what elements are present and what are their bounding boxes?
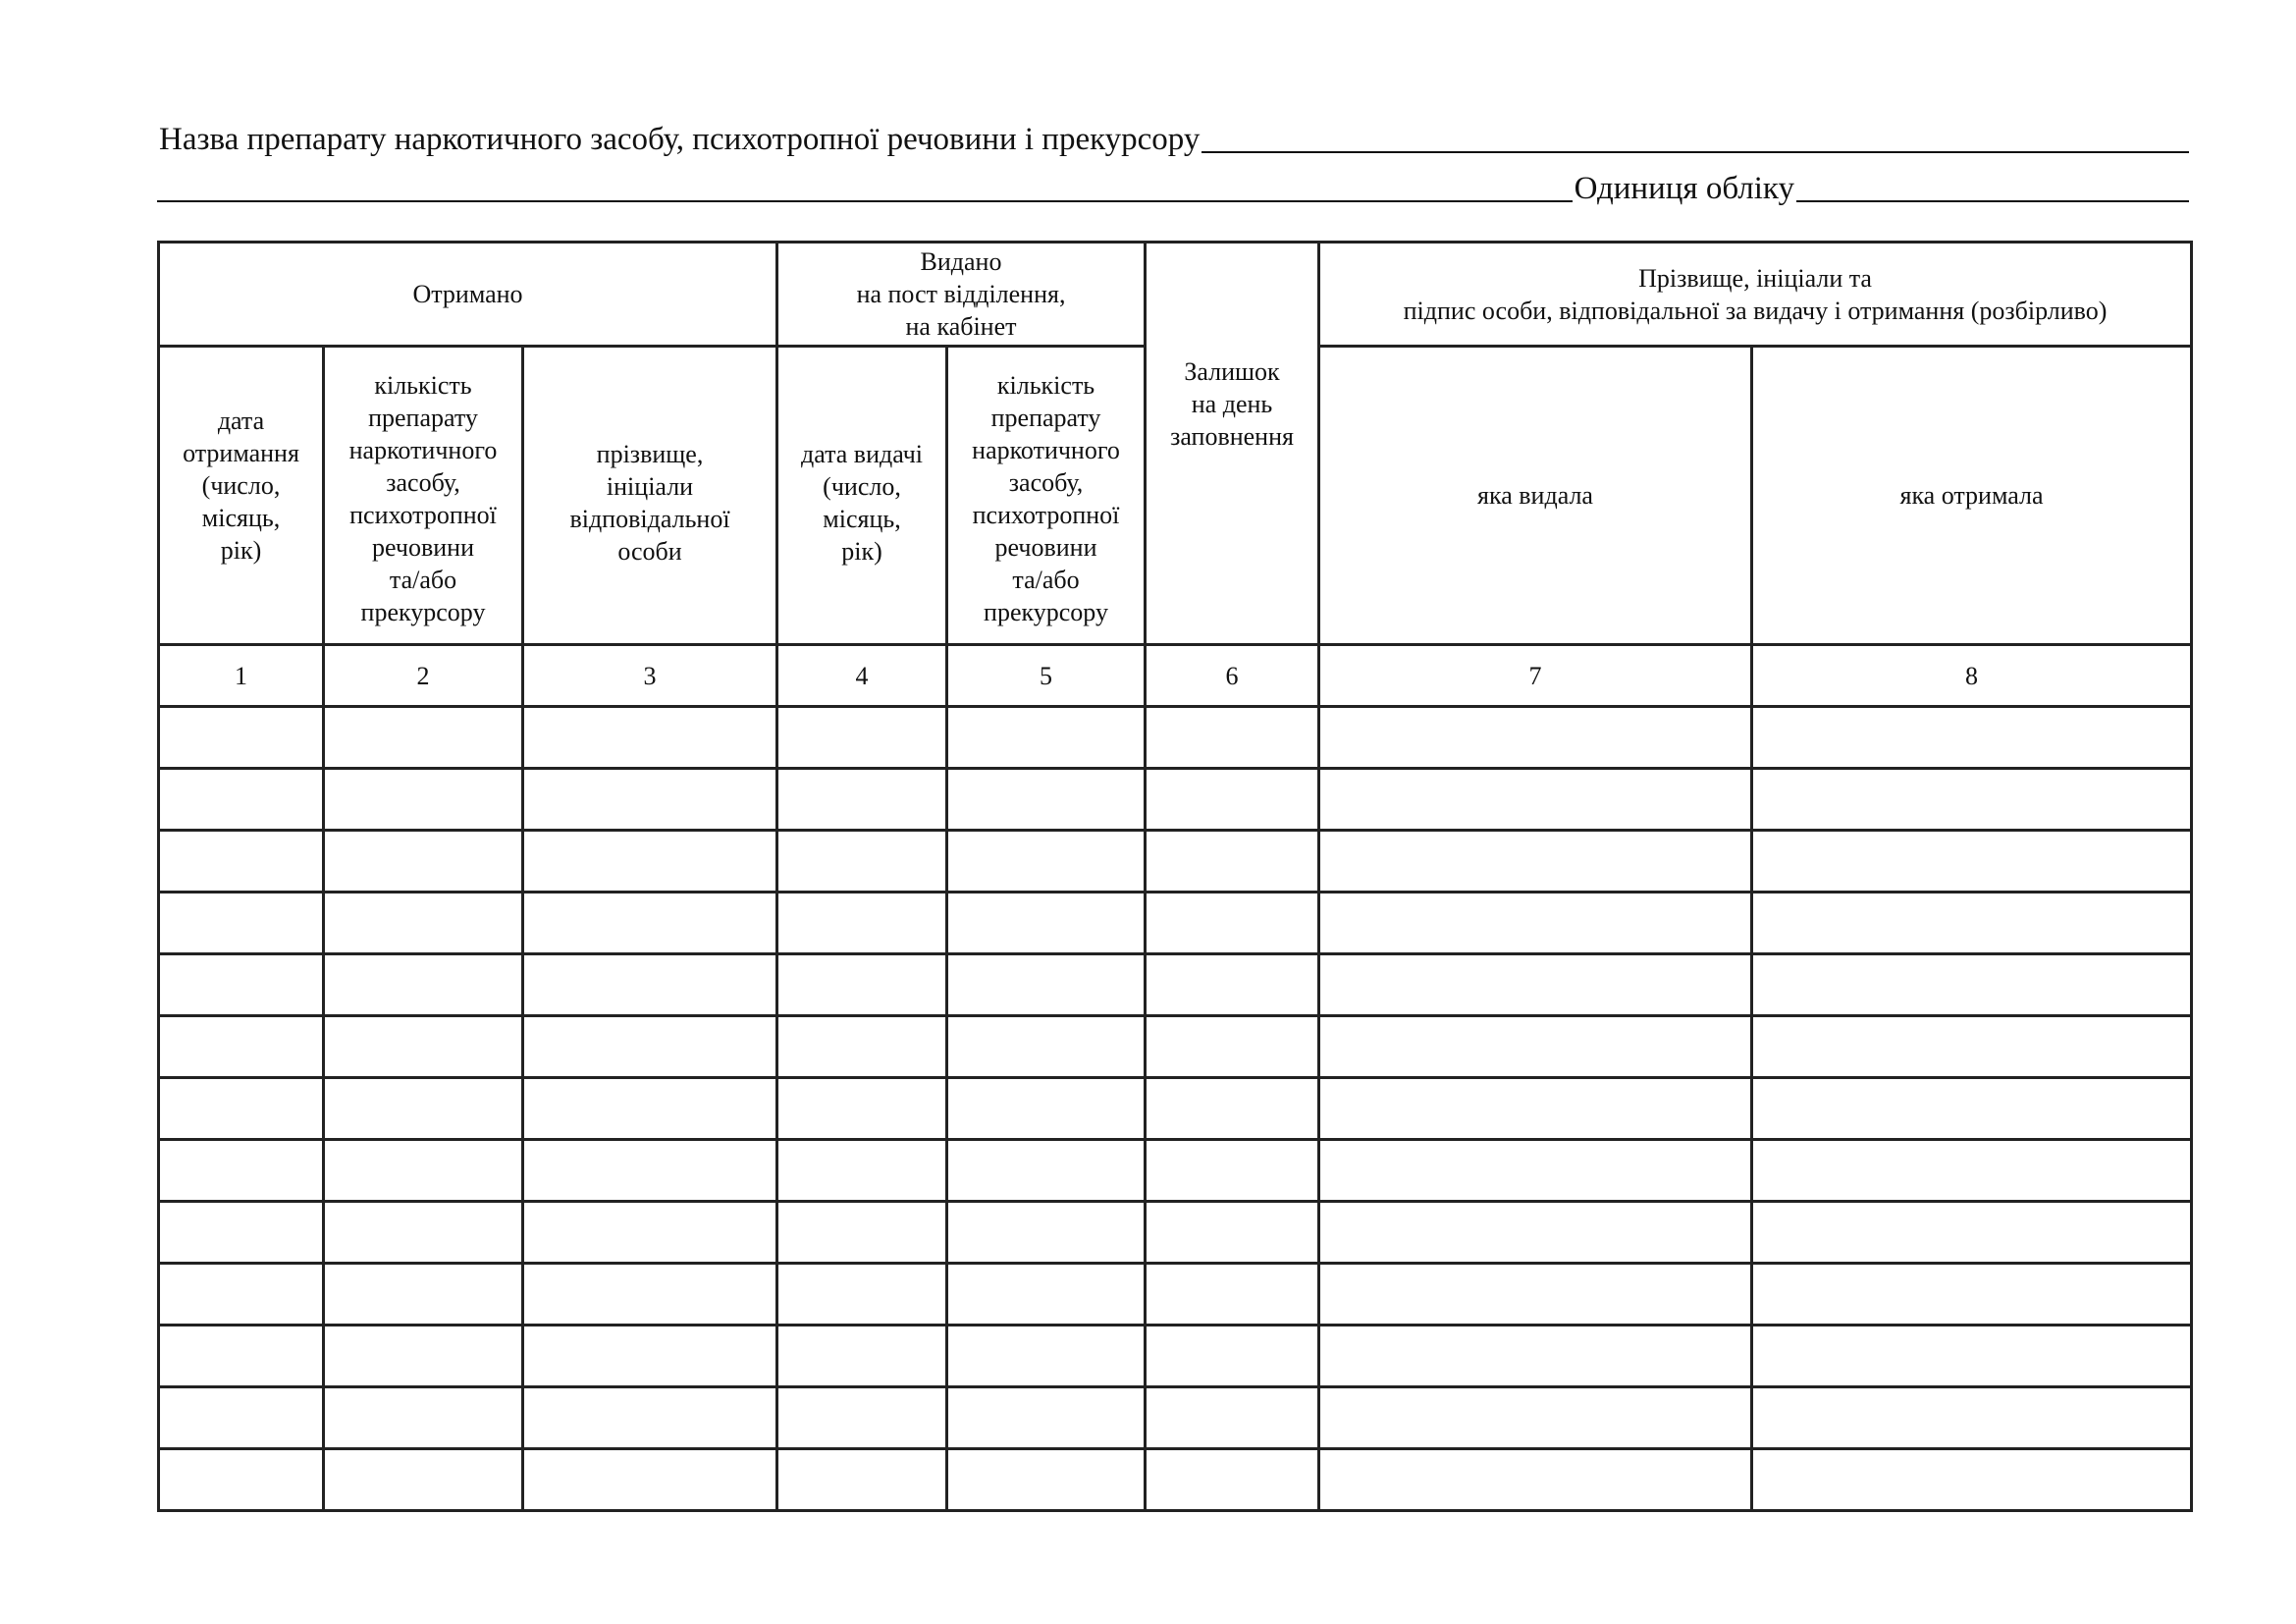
table-cell[interactable]	[324, 954, 523, 1016]
table-cell[interactable]	[1319, 1387, 1752, 1449]
table-cell[interactable]	[324, 893, 523, 954]
table-cell[interactable]	[947, 893, 1146, 954]
table-cell[interactable]	[947, 769, 1146, 831]
table-row	[159, 1387, 2192, 1449]
table-cell[interactable]	[523, 1387, 777, 1449]
table-cell[interactable]	[324, 1202, 523, 1264]
table-row	[159, 1264, 2192, 1326]
table-cell[interactable]	[1146, 831, 1319, 893]
table-cell[interactable]	[777, 1264, 947, 1326]
table-cell[interactable]	[324, 1140, 523, 1202]
column-number: 4	[777, 645, 947, 707]
table-cell[interactable]	[1752, 893, 2192, 954]
table-cell[interactable]	[1146, 1140, 1319, 1202]
table-cell[interactable]	[159, 707, 324, 769]
table-cell[interactable]	[777, 1016, 947, 1078]
table-cell[interactable]	[523, 1264, 777, 1326]
table-cell[interactable]	[523, 707, 777, 769]
table-cell[interactable]	[1752, 1078, 2192, 1140]
table-cell[interactable]	[947, 707, 1146, 769]
table-cell[interactable]	[777, 1202, 947, 1264]
table-cell[interactable]	[777, 954, 947, 1016]
table-cell[interactable]	[1752, 954, 2192, 1016]
column-number: 8	[1752, 645, 2192, 707]
table-cell[interactable]	[1319, 1264, 1752, 1326]
table-cell[interactable]	[523, 1202, 777, 1264]
table-cell[interactable]	[1319, 1449, 1752, 1511]
table-cell[interactable]	[1319, 1140, 1752, 1202]
table-row	[159, 1202, 2192, 1264]
table-cell[interactable]	[159, 1326, 324, 1387]
table-cell[interactable]	[947, 1140, 1146, 1202]
table-cell[interactable]	[523, 1016, 777, 1078]
table-cell[interactable]	[1752, 1449, 2192, 1511]
table-row	[159, 769, 2192, 831]
table-cell[interactable]	[1752, 1387, 2192, 1449]
header-issued-by: яка видала	[1319, 347, 1752, 645]
table-cell[interactable]	[1319, 769, 1752, 831]
table-row	[159, 1078, 2192, 1140]
table-cell[interactable]	[947, 1016, 1146, 1078]
unit-field[interactable]	[1796, 200, 2189, 202]
table-cell[interactable]	[324, 1016, 523, 1078]
table-cell[interactable]	[777, 1449, 947, 1511]
table-cell[interactable]	[777, 1326, 947, 1387]
column-number: 2	[324, 645, 523, 707]
table-cell[interactable]	[1319, 1326, 1752, 1387]
table-cell[interactable]	[523, 1326, 777, 1387]
table-cell[interactable]	[523, 1140, 777, 1202]
table-cell[interactable]	[1319, 1202, 1752, 1264]
table-cell[interactable]	[777, 769, 947, 831]
table-cell[interactable]	[324, 769, 523, 831]
table-cell[interactable]	[947, 1202, 1146, 1264]
table-cell[interactable]	[1319, 893, 1752, 954]
table-cell[interactable]	[947, 1387, 1146, 1449]
header-received-by: яка отримала	[1752, 347, 2192, 645]
table-cell[interactable]	[1752, 1264, 2192, 1326]
drug-name-line	[157, 122, 2189, 157]
table-cell[interactable]	[1146, 1078, 1319, 1140]
drug-name-field[interactable]	[1201, 151, 2189, 153]
table-cell[interactable]	[1146, 954, 1319, 1016]
header-issue-date: дата видачі (число, місяць, рік)	[777, 347, 947, 645]
table-row	[159, 1449, 2192, 1511]
table-cell[interactable]	[1146, 769, 1319, 831]
table-row	[159, 893, 2192, 954]
table-cell[interactable]	[777, 1140, 947, 1202]
table-cell[interactable]	[159, 769, 324, 831]
header-received-group: Отримано	[159, 243, 777, 347]
table-cell[interactable]	[324, 1449, 523, 1511]
header-signature-group: Прізвище, ініціали та підпис особи, відповідальної за видачу і отримання (розбірливо)	[1319, 243, 2192, 347]
table-cell[interactable]	[324, 1264, 523, 1326]
table-cell[interactable]	[159, 1449, 324, 1511]
table-cell[interactable]	[947, 1326, 1146, 1387]
table-cell[interactable]	[777, 707, 947, 769]
table-cell[interactable]	[1752, 1140, 2192, 1202]
header-issued-quantity: кількість препарату наркотичного засобу, психотропної речовини та/або прекурсору	[947, 347, 1146, 645]
table-cell[interactable]	[159, 1078, 324, 1140]
column-number: 6	[1146, 645, 1319, 707]
table-cell[interactable]	[777, 893, 947, 954]
table-cell[interactable]	[1146, 893, 1319, 954]
table-cell[interactable]	[947, 1264, 1146, 1326]
register-body	[159, 707, 2192, 1511]
table-cell[interactable]	[159, 1202, 324, 1264]
table-cell[interactable]	[1146, 1202, 1319, 1264]
table-row	[159, 831, 2192, 893]
table-row	[159, 954, 2192, 1016]
table-cell[interactable]	[1146, 1016, 1319, 1078]
table-row	[159, 707, 2192, 769]
table-cell[interactable]	[1319, 1016, 1752, 1078]
header-responsible-person: прізвище, ініціали відповідальної особи	[523, 347, 777, 645]
table-cell[interactable]	[159, 954, 324, 1016]
table-cell[interactable]	[1146, 1264, 1319, 1326]
table-cell[interactable]	[159, 831, 324, 893]
table-cell[interactable]	[947, 1449, 1146, 1511]
table-cell[interactable]	[777, 1387, 947, 1449]
table-cell[interactable]	[523, 954, 777, 1016]
drug-name-label: Назва препарату наркотичного засобу, психотропної речовини і прекурсору	[159, 122, 1201, 157]
table-cell[interactable]	[324, 707, 523, 769]
table-cell[interactable]	[777, 1078, 947, 1140]
column-number: 3	[523, 645, 777, 707]
table-row	[159, 1326, 2192, 1387]
table-cell[interactable]	[1752, 769, 2192, 831]
table-cell[interactable]	[1319, 831, 1752, 893]
table-cell[interactable]	[1752, 707, 2192, 769]
table-cell[interactable]	[777, 831, 947, 893]
table-cell[interactable]	[159, 1140, 324, 1202]
table-cell[interactable]	[1319, 954, 1752, 1016]
table-cell[interactable]	[1752, 1326, 2192, 1387]
table-cell[interactable]	[324, 1078, 523, 1140]
table-cell[interactable]	[947, 831, 1146, 893]
column-number: 5	[947, 645, 1146, 707]
table-cell[interactable]	[1146, 1387, 1319, 1449]
header-receipt-date: дата отримання (число, місяць, рік)	[159, 347, 324, 645]
unit-label: Одиниця обліку	[1574, 171, 1794, 206]
table-cell[interactable]	[1752, 831, 2192, 893]
register-table	[157, 241, 2193, 1512]
column-number: 1	[159, 645, 324, 707]
table-cell[interactable]	[523, 1449, 777, 1511]
table-cell[interactable]	[159, 893, 324, 954]
table-cell[interactable]	[159, 1016, 324, 1078]
header-balance	[1146, 243, 1319, 645]
header-balance-text: Залишок на день заповнення	[1170, 357, 1294, 451]
table-cell[interactable]	[159, 1387, 324, 1449]
table-cell[interactable]	[523, 893, 777, 954]
table-cell[interactable]	[523, 831, 777, 893]
table-row	[159, 1140, 2192, 1202]
unit-line	[157, 171, 2189, 206]
table-cell[interactable]	[1319, 1078, 1752, 1140]
table-cell[interactable]	[947, 954, 1146, 1016]
table-cell[interactable]	[1146, 1449, 1319, 1511]
table-cell[interactable]	[523, 769, 777, 831]
header-received-quantity: кількість препарату наркотичного засобу, психотропної речовини та/або прекурсору	[324, 347, 523, 645]
drug-name-field-continued[interactable]	[157, 200, 1573, 202]
table-cell[interactable]	[159, 1264, 324, 1326]
table-cell[interactable]	[324, 1387, 523, 1449]
table-cell[interactable]	[1146, 1326, 1319, 1387]
table-cell[interactable]	[947, 1078, 1146, 1140]
table-cell[interactable]	[1146, 707, 1319, 769]
table-cell[interactable]	[1752, 1202, 2192, 1264]
table-cell[interactable]	[1752, 1016, 2192, 1078]
column-number: 7	[1319, 645, 1752, 707]
header-issued-group: Видано на пост відділення, на кабінет	[777, 243, 1146, 347]
table-cell[interactable]	[324, 1326, 523, 1387]
table-cell[interactable]	[1319, 707, 1752, 769]
column-number-row	[159, 645, 2192, 707]
table-cell[interactable]	[324, 831, 523, 893]
table-cell[interactable]	[523, 1078, 777, 1140]
table-row	[159, 1016, 2192, 1078]
